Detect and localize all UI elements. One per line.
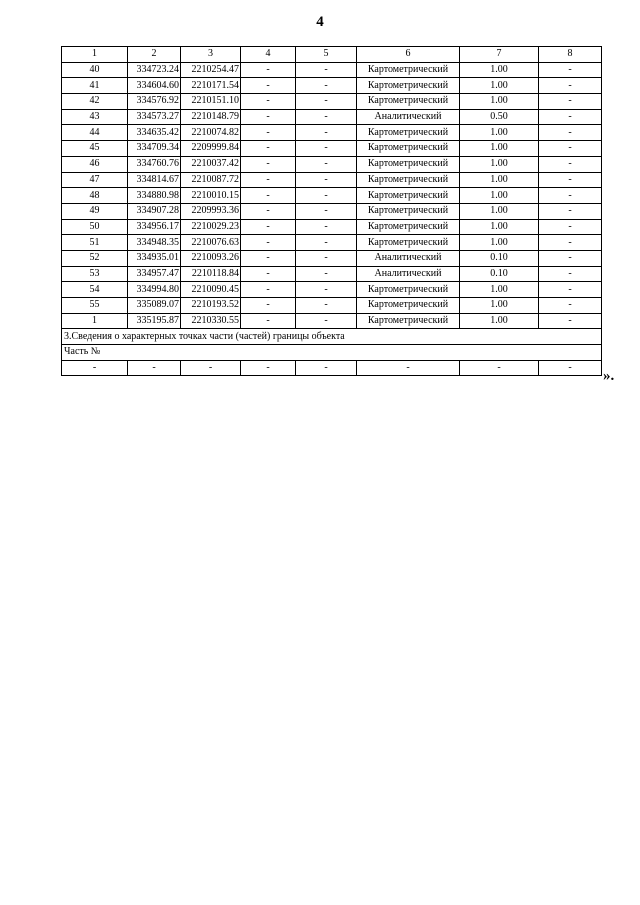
cell-col-1: 46 — [62, 156, 128, 172]
cell-col-2: 334994.80 — [128, 282, 181, 298]
cell-col-4: - — [241, 156, 296, 172]
cell-col-7: 1.00 — [460, 172, 539, 188]
cell-col-3: 2210193.52 — [181, 298, 241, 314]
cell-col-8: - — [539, 298, 602, 314]
closing-quote: ». — [603, 368, 615, 384]
cell-col-4: - — [241, 282, 296, 298]
cell-col-7: 1.00 — [460, 219, 539, 235]
cell-col-8: - — [539, 188, 602, 204]
cell-col-2: 335089.07 — [128, 298, 181, 314]
cell-col-5: - — [296, 94, 357, 110]
cell-col-4: - — [241, 313, 296, 329]
cell-col-4: - — [241, 94, 296, 110]
cell-col-6: Картометрический — [357, 62, 460, 78]
cell-col-2: 334723.24 — [128, 62, 181, 78]
cell-col-6: Картометрический — [357, 298, 460, 314]
cell-col-5: - — [296, 156, 357, 172]
cell-col-5: - — [296, 62, 357, 78]
cell-col-7: 1.00 — [460, 141, 539, 157]
cell-col-7: 1.00 — [460, 298, 539, 314]
cell-col-2: 334935.01 — [128, 250, 181, 266]
cell-col-5: - — [296, 282, 357, 298]
cell-col-7: 1.00 — [460, 235, 539, 251]
cell-col-6: Картометрический — [357, 94, 460, 110]
cell-col-3: 2209999.84 — [181, 141, 241, 157]
cell-col-6: Картометрический — [357, 172, 460, 188]
table-row — [62, 156, 602, 172]
cell-col-7: 1.00 — [460, 125, 539, 141]
cell-col-8: - — [539, 203, 602, 219]
cell-col-6: Аналитический — [357, 250, 460, 266]
cell-col-1: 50 — [62, 219, 128, 235]
cell-col-6: Картометрический — [357, 282, 460, 298]
cell-col-6: Картометрический — [357, 156, 460, 172]
cell-col-6: Картометрический — [357, 203, 460, 219]
cell-col-5: - — [296, 250, 357, 266]
cell-col-7: 1.00 — [460, 62, 539, 78]
cell-col-3: 2210254.47 — [181, 62, 241, 78]
cell-col-5: - — [296, 172, 357, 188]
cell-col-3: 2210074.82 — [181, 125, 241, 141]
cell-col-3: 2210010.15 — [181, 188, 241, 204]
cell-col-8: - — [539, 78, 602, 94]
table-body — [62, 47, 602, 376]
cell-col-2: 334604.60 — [128, 78, 181, 94]
empty-cell-col-7: - — [460, 360, 539, 376]
table-row — [62, 203, 602, 219]
cell-col-4: - — [241, 78, 296, 94]
cell-col-1: 40 — [62, 62, 128, 78]
cell-col-2: 334709.34 — [128, 141, 181, 157]
cell-col-7: 1.00 — [460, 78, 539, 94]
cell-col-6: Картометрический — [357, 188, 460, 204]
table-row — [62, 125, 602, 141]
cell-col-8: - — [539, 172, 602, 188]
cell-col-4: - — [241, 219, 296, 235]
cell-col-1: 52 — [62, 250, 128, 266]
cell-col-1: 44 — [62, 125, 128, 141]
cell-col-4: - — [241, 298, 296, 314]
header-cell-col-2: 2 — [128, 47, 181, 63]
cell-col-3: 2210330.55 — [181, 313, 241, 329]
table-row — [62, 78, 602, 94]
table-row — [62, 141, 602, 157]
cell-col-7: 0.10 — [460, 250, 539, 266]
cell-col-8: - — [539, 282, 602, 298]
cell-col-7: 1.00 — [460, 282, 539, 298]
cell-col-8: - — [539, 141, 602, 157]
cell-col-4: - — [241, 188, 296, 204]
table-row — [62, 298, 602, 314]
table-row — [62, 188, 602, 204]
page-number: 4 — [316, 14, 324, 30]
cell-col-8: - — [539, 219, 602, 235]
cell-col-3: 2210037.42 — [181, 156, 241, 172]
cell-col-2: 335195.87 — [128, 313, 181, 329]
empty-cell-col-1: - — [62, 360, 128, 376]
cell-col-7: 1.00 — [460, 313, 539, 329]
cell-col-4: - — [241, 235, 296, 251]
cell-col-2: 334635.42 — [128, 125, 181, 141]
section-title-row — [62, 329, 602, 345]
cell-col-5: - — [296, 203, 357, 219]
cell-col-8: - — [539, 156, 602, 172]
cell-col-1: 55 — [62, 298, 128, 314]
cell-col-3: 2210151.10 — [181, 94, 241, 110]
boundary-points-table — [61, 46, 602, 376]
cell-col-2: 334957.47 — [128, 266, 181, 282]
cell-col-2: 334576.92 — [128, 94, 181, 110]
cell-col-6: Картометрический — [357, 141, 460, 157]
cell-col-8: - — [539, 313, 602, 329]
table-row — [62, 282, 602, 298]
empty-cell-col-4: - — [241, 360, 296, 376]
cell-col-5: - — [296, 78, 357, 94]
cell-col-6: Картометрический — [357, 219, 460, 235]
cell-col-3: 2210076.63 — [181, 235, 241, 251]
table-row — [62, 235, 602, 251]
table-row — [62, 172, 602, 188]
table-row — [62, 94, 602, 110]
header-cell-col-5: 5 — [296, 47, 357, 63]
empty-row — [62, 360, 602, 376]
cell-col-5: - — [296, 266, 357, 282]
cell-col-3: 2210148.79 — [181, 109, 241, 125]
cell-col-8: - — [539, 266, 602, 282]
cell-col-3: 2210093.26 — [181, 250, 241, 266]
cell-col-6: Картометрический — [357, 235, 460, 251]
cell-col-1: 45 — [62, 141, 128, 157]
header-cell-col-8: 8 — [539, 47, 602, 63]
cell-col-1: 1 — [62, 313, 128, 329]
cell-col-4: - — [241, 203, 296, 219]
cell-col-7: 0.10 — [460, 266, 539, 282]
cell-col-3: 2209993.36 — [181, 203, 241, 219]
cell-col-1: 47 — [62, 172, 128, 188]
empty-cell-col-5: - — [296, 360, 357, 376]
table-row — [62, 266, 602, 282]
cell-col-2: 334880.98 — [128, 188, 181, 204]
cell-col-1: 41 — [62, 78, 128, 94]
table-row — [62, 250, 602, 266]
empty-cell-col-3: - — [181, 360, 241, 376]
cell-col-5: - — [296, 235, 357, 251]
part-label: Часть № — [62, 345, 602, 361]
cell-col-2: 334907.28 — [128, 203, 181, 219]
table-row — [62, 109, 602, 125]
cell-col-3: 2210171.54 — [181, 78, 241, 94]
cell-col-6: Картометрический — [357, 125, 460, 141]
cell-col-5: - — [296, 125, 357, 141]
cell-col-5: - — [296, 313, 357, 329]
empty-cell-col-6: - — [357, 360, 460, 376]
cell-col-3: 2210118.84 — [181, 266, 241, 282]
empty-cell-col-8: - — [539, 360, 602, 376]
cell-col-6: Аналитический — [357, 109, 460, 125]
section-title: 3.Сведения о характерных точках части (частей) границы объекта — [62, 329, 602, 345]
table-row — [62, 219, 602, 235]
cell-col-1: 43 — [62, 109, 128, 125]
cell-col-8: - — [539, 125, 602, 141]
part-label-row — [62, 345, 602, 361]
cell-col-1: 49 — [62, 203, 128, 219]
cell-col-7: 1.00 — [460, 203, 539, 219]
cell-col-8: - — [539, 94, 602, 110]
cell-col-4: - — [241, 62, 296, 78]
cell-col-5: - — [296, 188, 357, 204]
cell-col-2: 334956.17 — [128, 219, 181, 235]
cell-col-4: - — [241, 172, 296, 188]
cell-col-7: 0.50 — [460, 109, 539, 125]
table-header-row — [62, 47, 602, 63]
table-row — [62, 62, 602, 78]
cell-col-7: 1.00 — [460, 188, 539, 204]
cell-col-2: 334948.35 — [128, 235, 181, 251]
header-cell-col-7: 7 — [460, 47, 539, 63]
cell-col-4: - — [241, 125, 296, 141]
cell-col-5: - — [296, 109, 357, 125]
cell-col-3: 2210029.23 — [181, 219, 241, 235]
cell-col-2: 334814.67 — [128, 172, 181, 188]
cell-col-8: - — [539, 235, 602, 251]
header-cell-col-4: 4 — [241, 47, 296, 63]
cell-col-6: Аналитический — [357, 266, 460, 282]
cell-col-1: 48 — [62, 188, 128, 204]
cell-col-8: - — [539, 109, 602, 125]
cell-col-5: - — [296, 219, 357, 235]
cell-col-1: 51 — [62, 235, 128, 251]
cell-col-8: - — [539, 250, 602, 266]
cell-col-2: 334573.27 — [128, 109, 181, 125]
cell-col-8: - — [539, 62, 602, 78]
cell-col-7: 1.00 — [460, 156, 539, 172]
cell-col-4: - — [241, 109, 296, 125]
cell-col-5: - — [296, 141, 357, 157]
empty-cell-col-2: - — [128, 360, 181, 376]
cell-col-1: 53 — [62, 266, 128, 282]
header-cell-col-1: 1 — [62, 47, 128, 63]
cell-col-3: 2210090.45 — [181, 282, 241, 298]
header-cell-col-6: 6 — [357, 47, 460, 63]
cell-col-7: 1.00 — [460, 94, 539, 110]
table-row — [62, 313, 602, 329]
cell-col-1: 42 — [62, 94, 128, 110]
cell-col-6: Картометрический — [357, 313, 460, 329]
cell-col-3: 2210087.72 — [181, 172, 241, 188]
cell-col-6: Картометрический — [357, 78, 460, 94]
cell-col-5: - — [296, 298, 357, 314]
header-cell-col-3: 3 — [181, 47, 241, 63]
cell-col-4: - — [241, 141, 296, 157]
cell-col-4: - — [241, 250, 296, 266]
cell-col-4: - — [241, 266, 296, 282]
cell-col-2: 334760.76 — [128, 156, 181, 172]
cell-col-1: 54 — [62, 282, 128, 298]
